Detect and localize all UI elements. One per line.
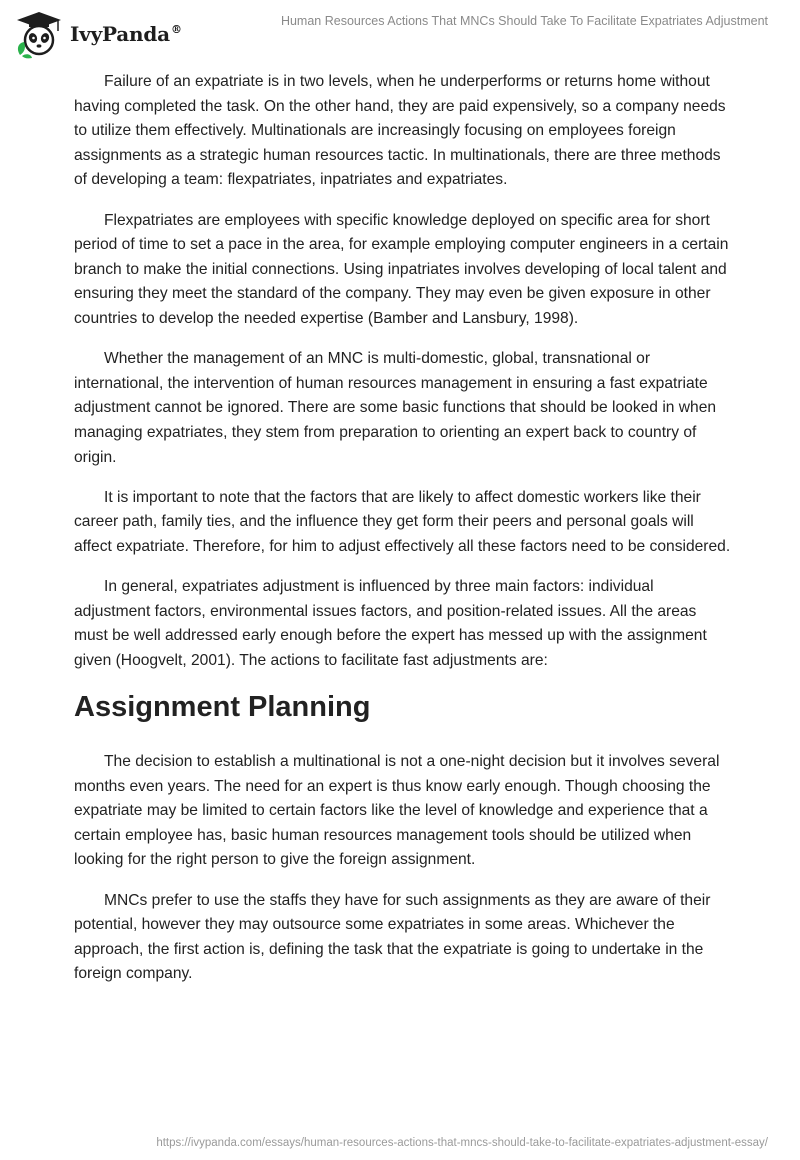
registered-mark: ®	[170, 23, 182, 36]
paragraph: The decision to establish a multinational is not a one-night decision but it involves several months even years. The need for an expert is thus know early enough. Though choosing the expatriate may be limited to certain factors like the level of knowledge and experience that a certain employee has, basic human resources management tools should be utilized when looking for the right person to give the foreign assignment.	[74, 753, 720, 869]
section-heading: Assignment Planning	[74, 691, 371, 724]
document-title: Human Resources Actions That MNCs Should Take To Facilitate Expatriates Adjustment	[280, 14, 768, 28]
paragraph: Flexpatriates are employees with specific knowledge deployed on specific area for short period of time to set a pace in the area, for example employing computer engineers in a certain branch to make the initial connections. Using inpatriates involves developing of local talent and ensuring they meet the standard of the company. They may even be given exposure in other countries to develop the needed expertise (Bamber and Lansbury, 1998).	[74, 211, 729, 327]
panda-graduate-icon	[14, 9, 64, 59]
essay-body	[74, 70, 734, 1003]
paragraph: Whether the management of an MNC is multi-domestic, global, transnational or international, the intervention of human resources management in ensuring a fast expatriate adjustment cannot be ignored. There are some basic functions that should be looked in when managing expatriates, they stem from preparation to orienting an expert back to country of origin.	[74, 350, 717, 466]
paragraph: Failure of an expatriate is in two levels, when he underperforms or returns home without having completed the task. On the other hand, they are paid expensively, so a company needs to utilize them effectively. Multinationals are increasingly focusing on employees foreign assignments as a strategic human resources tactic. In multinationals, there are three methods of developing a team: flexpatriates, inpatriates and expatriates.	[74, 73, 726, 189]
brand-name: IvyPanda®	[70, 22, 182, 46]
paragraph: In general, expatriates adjustment is influenced by three main factors: individual adjustment factors, environmental issues factors, and position-related issues. All the areas must be well addressed early enough before the expert has messed up with the assignment given (Hoogvelt, 2001). The actions to facilitate fast adjustments are:	[74, 578, 707, 669]
paragraph: It is important to note that the factors that are likely to affect domestic workers like their career path, family ties, and the influence they get form their peers and personal goals will affect expatriate. Therefore, for him to adjust effectively all these factors need to be considered.	[74, 488, 731, 555]
paragraph: MNCs prefer to use the staffs they have for such assignments as they are aware of their potential, however they may outsource some expatriates in some areas. Whichever the approach, the first action is, defining the task that the expatriate is going to undertake in the foreign company.	[74, 891, 711, 983]
brand-logo[interactable]	[14, 6, 182, 62]
source-url-link[interactable]: https://ivypanda.com/essays/human-resources-actions-that-mncs-should-take-to-facilitate-expatriates-adjustment-essay/	[156, 1137, 768, 1149]
